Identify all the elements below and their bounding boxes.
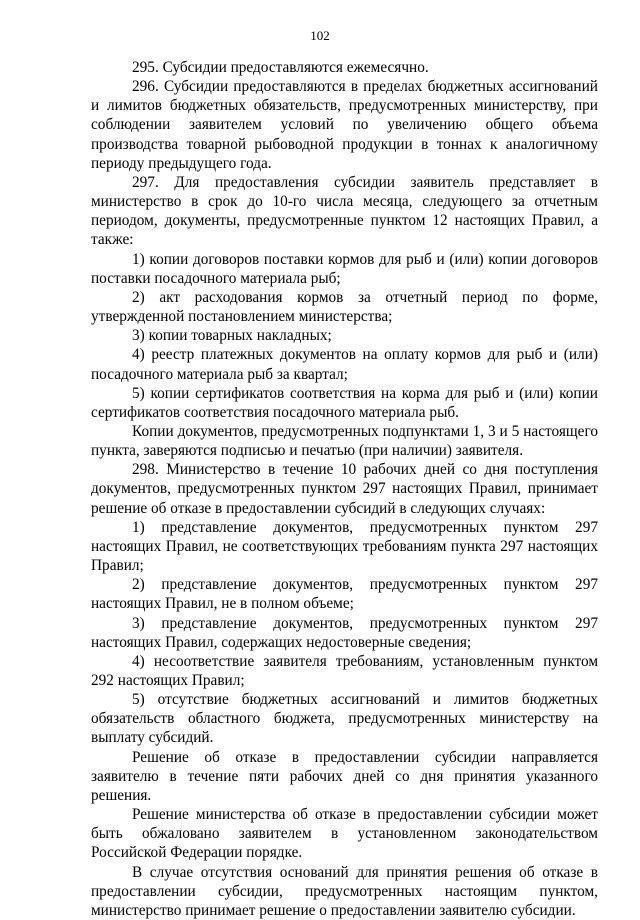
paragraph-298-item-5: 5) отсутствие бюджетных ассигнований и лимитов бюджетных обязательств областного бюджета, предусмотренных министерству на выплату субсидий. — [91, 691, 598, 747]
paragraph-295: 295. Субсидии предоставляются ежемесячно. — [132, 59, 429, 76]
paragraph-297: 297. Для предоставления субсидии заявитель представляет в министерство в срок до 10-го числа месяца, следующего за отчетным периодом, документы, предусмотренные пунктом 12 настоящих Правил, а также: — [91, 173, 598, 249]
paragraph-297-item-5: 5) копии сертификатов соответствия на корма для рыб и (или) копии сертификатов соответствия посадочного материала рыб. — [91, 384, 598, 421]
paragraph-296: 296. Субсидии предоставляются в пределах бюджетных ассигнований и лимитов бюджетных обязательств, предусмотренных министерству, при соблюдении заявителем условий по увеличению общего объема производства товарной рыбоводной продукции в тоннах к аналогичному периоду предыдущего года. — [91, 78, 598, 172]
document-body — [91, 58, 598, 920]
paragraph-297-copies: Копии документов, предусмотренных подпунктами 1, 3 и 5 настоящего пункта, заверяются подписью и печатью (при наличии) заявителя. — [91, 422, 598, 460]
paragraph-298-grant-decision: В случае отсутствия оснований для принятия решения об отказе в предоставлении субсидии, предусмотренных настоящим пунктом, министерство принимает решение о предоставлении заявителю субсидии. — [91, 863, 598, 919]
paragraph-298-appeal: Решение министерства об отказе в предоставлении субсидии может быть обжаловано заявителем в установленном законодательством Российской Федерации порядке. — [91, 806, 598, 862]
page-number: 102 — [310, 28, 330, 43]
paragraph-298-refusal-notice: Решение об отказе в предоставлении субсидии направляется заявителю в течение пяти рабочих дней со дня принятия указанного решения. — [91, 748, 598, 804]
paragraph-298-item-3: 3) представление документов, предусмотренных пунктом 297 настоящих Правил, содержащих недостоверные сведения; — [91, 614, 598, 651]
paragraph-297-item-2: 2) акт расходования кормов за отчетный период по форме, утвержденной постановлением министерства; — [91, 288, 598, 326]
paragraph-298-item-1: 1) представление документов, предусмотренных пунктом 297 настоящих Правил, не соответствующих требованиям пункта 297 настоящих Правил; — [91, 518, 598, 575]
paragraph-297-item-4: 4) реестр платежных документов на оплату кормов для рыб и (или) посадочного материала рыб за квартал; — [91, 346, 598, 383]
paragraph-298: 298. Министерство в течение 10 рабочих дней со дня поступления документов, предусмотренных пунктом 297 настоящих Правил, принимает решение об отказе в предоставлении субсидий в следующих случаях: — [91, 461, 598, 517]
paragraph-298-item-2: 2) представление документов, предусмотренных пунктом 297 настоящих Правил, не в полном объеме; — [91, 576, 598, 613]
paragraph-298-item-4: 4) несоответствие заявителя требованиям, установленным пунктом 292 настоящих Правил; — [91, 652, 598, 689]
paragraph-297-item-3: 3) копии товарных накладных; — [132, 327, 332, 345]
paragraph-297-item-1: 1) копии договоров поставки кормов для рыб и (или) копии договоров поставки посадочного материала рыб; — [91, 250, 598, 287]
